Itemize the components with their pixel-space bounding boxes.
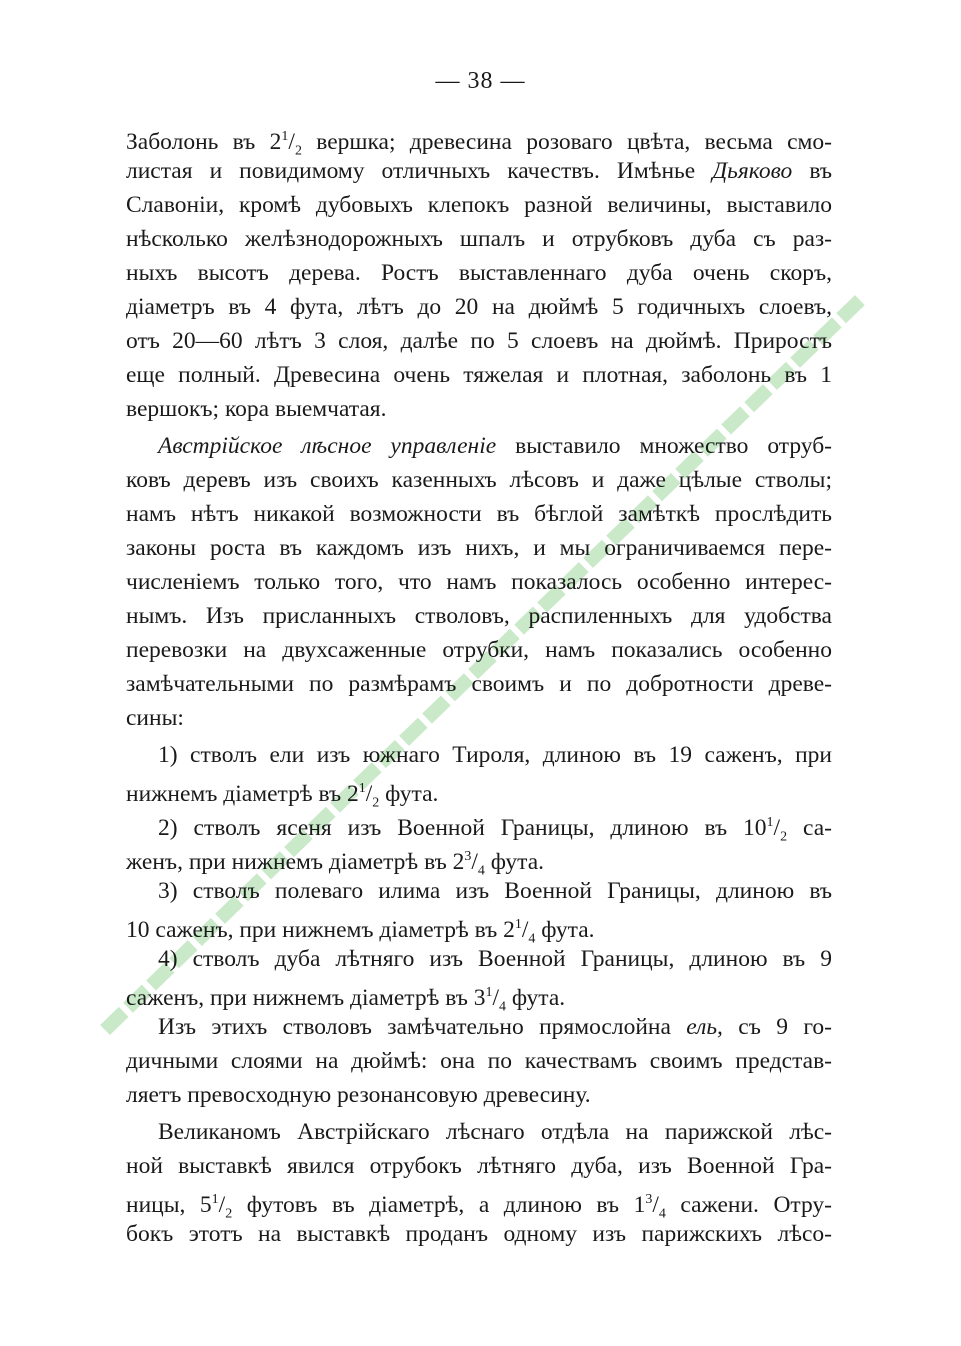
text-line: ляетъ превосходную резонансовую древесину. [126,1082,591,1108]
text-line: вершокъ; кора выемчатая. [126,396,387,422]
text-line: нымъ. Изъ присланныхъ стволовъ, распиленныхъ для удобства [126,603,832,629]
text-line: 3) стволъ полеваго илима изъ Военной Границы, длиною въ [158,878,832,904]
text-line: численіемъ только того, что намъ показалось особенно интерес- [126,569,832,595]
text-line: діаметръ въ 4 фута, лѣтъ до 20 на дюймѣ 5 годичныхъ слоевъ, [126,294,832,320]
text-line: нижнемъ діаметрѣ въ $2^1/_2$ фута. [126,780,439,811]
text-line: 10 саженъ, при нижнемъ діаметрѣ въ $2^1/_4$ фута. [126,916,595,947]
text-line: ныхъ высотъ дерева. Ростъ выставленнаго дуба очень скоръ, [126,260,832,286]
text-line: ной выставкѣ явился отрубокъ лѣтняго дуба, изъ Военной Гра- [126,1153,832,1179]
text-line: ковъ деревъ изъ своихъ казенныхъ лѣсовъ и даже цѣлые стволы; [126,467,832,493]
text-line: намъ нѣтъ никакой возможности въ бѣглой замѣткѣ прослѣдить [126,501,832,527]
text-line: ницы, $5^1/_2$ футовъ въ діаметрѣ, а длиною въ $1^3/_4$ сажени. Отру- [126,1191,832,1222]
text-line: дичными слоями на дюймѣ: она по качествамъ своимъ представ- [126,1048,832,1074]
text-line: листая и повидимому отличныхъ качествъ. Имѣнье Дьяково въ [126,158,832,184]
text-line: саженъ, при нижнемъ діаметрѣ въ $3^1/_4$ фута. [126,984,566,1015]
text-line: бокъ этотъ на выставкѣ проданъ одному изъ парижскихъ лѣсо- [126,1221,832,1247]
text-line: замѣчательными по размѣрамъ своимъ и по добротности древе- [126,671,832,697]
text-line: 4) стволъ дуба лѣтняго изъ Военной Границы, длиною въ 9 [158,946,832,972]
text-line: Заболонь въ $2^1/_2$ вершка; древесина розоваго цвѣта, весьма смо- [126,128,832,159]
text-line: сины: [126,705,184,731]
text-line: женъ, при нижнемъ діаметрѣ въ $2^3/_4$ фута. [126,848,545,879]
text-line: еще полный. Древесина очень тяжелая и плотная, заболонь въ 1 [126,362,832,388]
text-line: 2) стволъ ясеня изъ Военной Границы, длиною въ $10^1/_2$ са- [158,814,832,845]
text-line: Изъ этихъ стволовъ замѣчательно прямослойна ель, съ 9 го- [158,1014,832,1040]
page-number: — 38 — [435,68,526,94]
text-line: Австрійское лѣсное управленіе выставило множество отруб- [158,433,832,459]
text-line: перевозки на двухсаженные отрубки, намъ показались особенно [126,637,832,663]
text-line: Великаномъ Австрійскаго лѣснаго отдѣла на парижской лѣс- [158,1119,832,1145]
text-line: 1) стволъ ели изъ южнаго Тироля, длиною въ 19 саженъ, при [158,742,832,768]
text-line: законы роста въ каждомъ изъ нихъ, и мы ограничиваемся пере- [126,535,832,561]
text-line: нѣсколько желѣзнодорожныхъ шпалъ и отрубковъ дуба съ раз- [126,226,832,252]
text-line: отъ 20—60 лѣтъ 3 слоя, далѣе по 5 слоевъ на дюймѣ. Приростъ [126,328,832,354]
text-line: Славоніи, кромѣ дубовыхъ клепокъ разной величины, выставило [126,192,832,218]
